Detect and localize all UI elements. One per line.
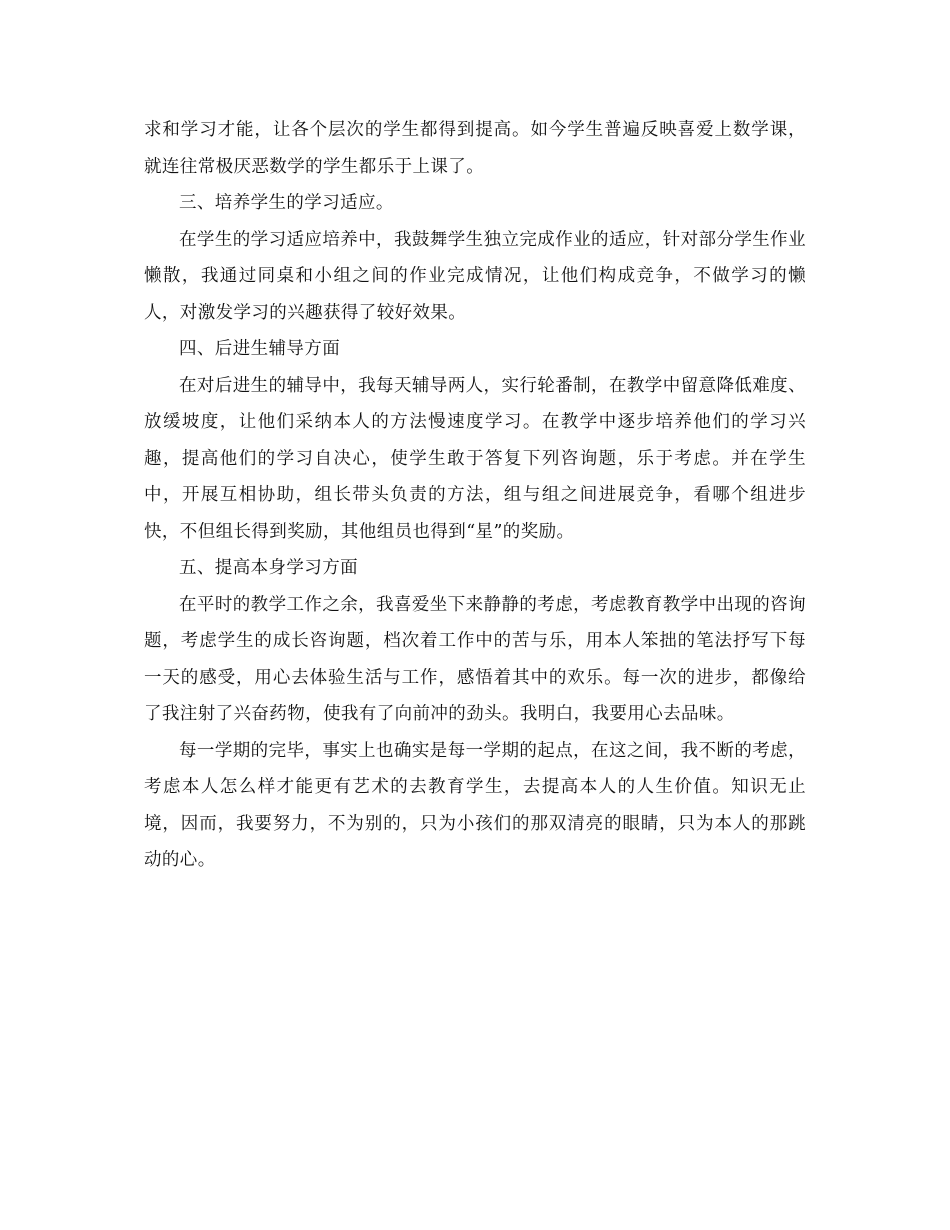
- document-page: [144, 112, 806, 879]
- paragraph-conclusion: 每一学期的完毕，事实上也确实是每一学期的起点，在这之间，我不断的考虑，考虑本人怎么样才能更有艺术的去教育学生，去提高本人的人生价值。知识无止境，因而，我要努力，不为别的，只为小孩们的那双清亮的眼睛，只为本人的那跳动的心。: [144, 740, 806, 870]
- section-heading-4: 四、后进生辅导方面: [179, 339, 341, 359]
- section-heading-5: 五、提高本身学习方面: [179, 558, 358, 578]
- paragraph-study-habits: 在学生的学习适应培养中，我鼓舞学生独立完成作业的适应，针对部分学生作业懒散，我通过同桌和小组之间的作业完成情况，让他们构成竞争，不做学习的懒人，对激发学习的兴趣获得了较好效果。: [144, 229, 806, 323]
- section-heading-3: 三、培养学生的学习适应。: [179, 193, 394, 213]
- paragraph-tutoring: 在对后进生的辅导中，我每天辅导两人，实行轮番制，在教学中留意降低难度、放缓坡度，让他们采纳本人的方法慢速度学习。在教学中逐步培养他们的学习兴趣，提高他们的学习自决心，使学生敢于答复下列咨询题，乐于考虑。并在学生中，开展互相协助，组长带头负责的方法，组与组之间进展竞争，看哪个组进步快，不但组长得到奖励，其他组员也得到“星”的奖励。: [144, 375, 806, 542]
- paragraph-continuation: 求和学习才能，让各个层次的学生都得到提高。如今学生普遍反映喜爱上数学课，就连往常极厌恶数学的学生都乐于上课了。: [144, 120, 806, 177]
- paragraph-self-improvement: 在平时的教学工作之余，我喜爱坐下来静静的考虑，考虑教育教学中出现的咨询题，考虑学生的成长咨询题，档次着工作中的苦与乐，用本人笨拙的笔法抒写下每一天的感受，用心去体验生活与工作，感悟着其中的欢乐。每一次的进步，都像给了我注射了兴奋药物，使我有了向前冲的劲头。我明白，我要用心去品味。: [144, 594, 806, 724]
